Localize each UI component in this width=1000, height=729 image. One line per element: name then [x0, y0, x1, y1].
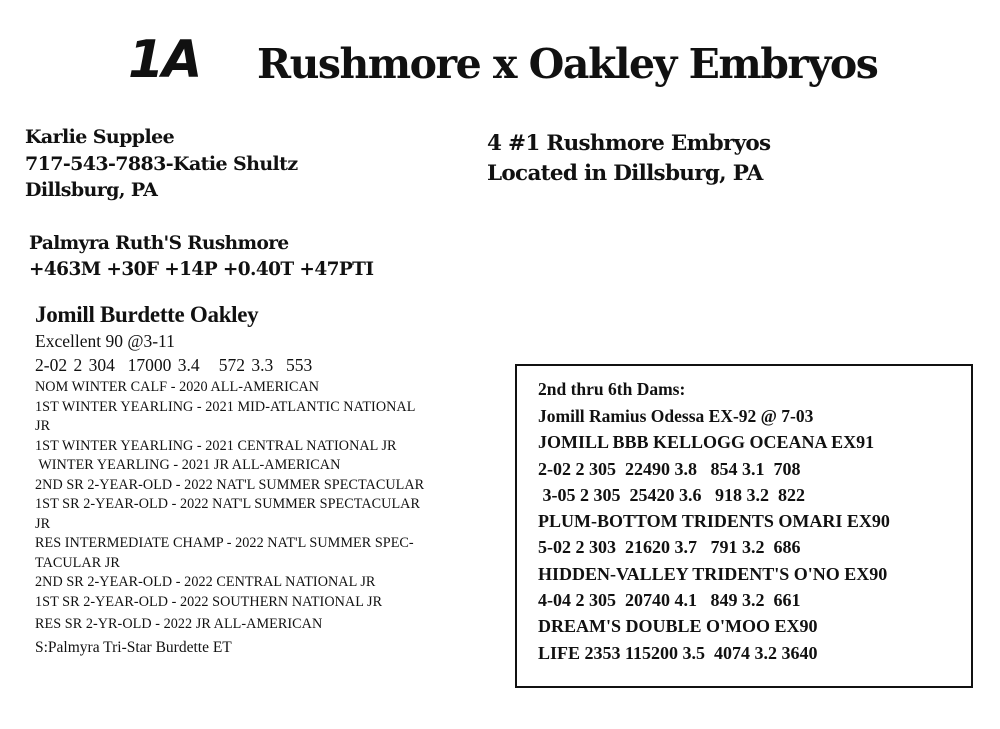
dams-heading: 2nd thru 6th Dams:	[538, 379, 686, 399]
embryo-location: Located in Dillsburg, PA	[487, 161, 763, 186]
contact-phone: 717-543-7883-Katie Shultz	[25, 152, 298, 175]
contact-block	[25, 124, 298, 204]
dam-line: LIFE 2353 115200 3.5 4074 3.2 3640	[538, 642, 818, 663]
dam-line: 4-04 2 305 20740 4.1 849 3.2 661	[538, 590, 801, 611]
dam-block	[35, 300, 424, 659]
embryo-count: 4 #1 Rushmore Embryos	[487, 131, 771, 156]
award-line: 1ST WINTER YEARLING - 2021 MID-ATLANTIC NATIONAL	[35, 398, 416, 415]
dam-record: 2-02 2 304 17000 3.4 572 3.3 553	[35, 355, 313, 375]
dam-line: JOMILL BBB KELLOGG OCEANA EX91	[538, 432, 875, 453]
dam-name: Jomill Burdette Oakley	[35, 302, 259, 327]
award-line: 1ST WINTER YEARLING - 2021 CENTRAL NATIONAL JR	[35, 437, 397, 454]
dam-classification: Excellent 90 @3-11	[35, 331, 175, 351]
award-line: 1ST SR 2-YEAR-OLD - 2022 NAT'L SUMMER SPECTACULAR	[35, 496, 420, 512]
dam-line: Jomill Ramius Odessa EX-92 @ 7-03	[538, 406, 814, 426]
dam-sire: S:Palmyra Tri-Star Burdette ET	[35, 638, 232, 656]
dam-line: PLUM-BOTTOM TRIDENTS OMARI EX90	[538, 511, 890, 532]
award-line: JR	[35, 515, 51, 532]
page-title: Rushmore x Oakley Embryos	[257, 40, 878, 88]
embryo-info	[487, 129, 770, 189]
award-line: NOM WINTER CALF - 2020 ALL-AMERICAN	[35, 379, 320, 395]
contact-name: Karlie Supplee	[25, 126, 175, 148]
sire-name: Palmyra Ruth'S Rushmore	[29, 233, 289, 254]
dam-line: DREAM'S DOUBLE O'MOO EX90	[538, 616, 818, 637]
award-line: RES INTERMEDIATE CHAMP - 2022 NAT'L SUMMER SPEC-	[35, 535, 414, 551]
sire-proof: +463M +30F +14P +0.40T +47PTI	[29, 259, 374, 280]
dam-line: 3-05 2 305 25420 3.6 918 3.2 822	[538, 484, 805, 505]
award-line: RES SR 2-YR-OLD - 2022 JR ALL-AMERICAN	[35, 616, 323, 632]
dam-line: 5-02 2 303 21620 3.7 791 3.2 686	[538, 537, 801, 558]
dam-line: 2-02 2 305 22490 3.8 854 3.1 708	[538, 458, 801, 479]
contact-location: Dillsburg, PA	[25, 179, 158, 201]
dam-line: HIDDEN-VALLEY TRIDENT'S O'NO EX90	[538, 563, 888, 584]
award-line: 2ND SR 2-YEAR-OLD - 2022 NAT'L SUMMER SPECTACULAR	[35, 476, 425, 493]
award-line: JR	[35, 418, 51, 434]
award-line: 1ST SR 2-YEAR-OLD - 2022 SOUTHERN NATIONAL JR	[35, 593, 383, 610]
lot-number: 1A	[128, 30, 201, 90]
dams-box	[515, 364, 973, 688]
award-line: 2ND SR 2-YEAR-OLD - 2022 CENTRAL NATIONAL JR	[35, 574, 376, 590]
sire-block	[29, 231, 373, 283]
award-line: TACULAR JR	[35, 554, 120, 571]
dam-awards-list	[35, 378, 424, 635]
award-line: WINTER YEARLING - 2021 JR ALL-AMERICAN	[35, 457, 341, 473]
